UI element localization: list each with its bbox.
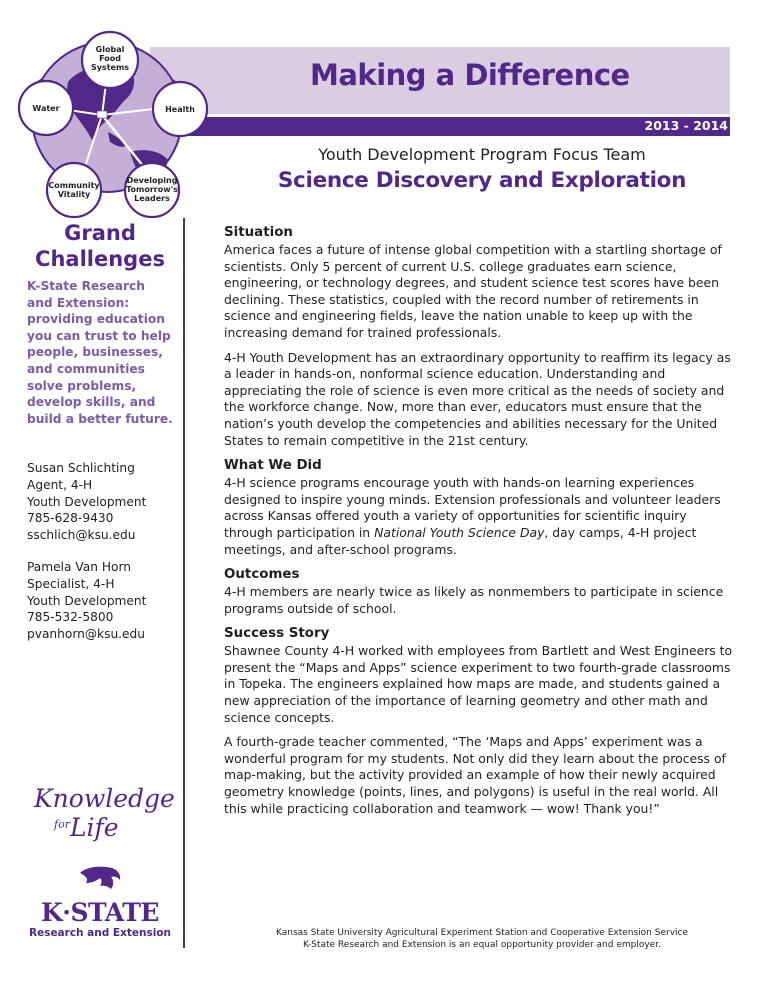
node-developing: Developing xyxy=(126,176,178,185)
contact-dept: Youth Development xyxy=(27,593,147,608)
section-paragraph: America faces a future of intense global competition with a startling shortage of scientists. Only 5 percent of current U.S. college graduates earn science, engineering, or technology degrees, and student science test scores have been declining. These statistics, coupled with the record number of retirements in science and engineering fields, leave the nation unable to keep up with the increasing demand for trained professionals. xyxy=(224,242,722,340)
section-paragraph: 4-H science programs encourage youth with hands-on learning experiences designed to inspire young minds. Extension professionals and volunteer leaders across Kansas offered youth a variety of opportunities for scientific inquiry through participation in National Youth Science Day, day camps, 4-H project meetings, and after-school programs. xyxy=(224,475,721,557)
section-heading: Outcomes xyxy=(224,567,300,583)
contact-card xyxy=(25,559,175,642)
contact-email[interactable]: sschlich@ksu.edu xyxy=(27,527,136,542)
contact-phone: 785-532-5800 xyxy=(27,610,114,625)
section-heading: What We Did xyxy=(224,458,322,474)
grand-challenges-heading: Grand Challenges xyxy=(35,221,165,271)
svg-text:Tomorrow's: Tomorrow's xyxy=(126,185,178,194)
svg-text:Vitality: Vitality xyxy=(57,190,91,199)
year-label: 2013 - 2014 xyxy=(644,118,728,133)
section-heading: Success Story xyxy=(224,626,330,642)
node-health: Health xyxy=(165,105,195,114)
main-content xyxy=(224,224,734,825)
program-title: Science Discovery and Exploration xyxy=(277,168,687,193)
node-global-food: Global xyxy=(95,45,125,54)
contact-dept: Youth Development xyxy=(27,494,147,509)
globe-icon xyxy=(10,12,210,222)
section-heading: Situation xyxy=(224,225,293,240)
section-situation xyxy=(224,224,734,449)
contact-card xyxy=(25,460,175,543)
svg-text:Food: Food xyxy=(99,54,121,63)
contact-role: Specialist, 4-H xyxy=(27,576,115,591)
svg-text:Leaders: Leaders xyxy=(134,194,170,203)
node-community: Community xyxy=(48,181,100,190)
page-title: Making a Difference xyxy=(310,58,630,92)
contact-name: Susan Schlichting xyxy=(27,461,135,476)
kstate-logo: K·STATE Research and Extension xyxy=(25,865,175,939)
section-paragraph: 4-H Youth Development has an extraordinary opportunity to reaffirm its legacy as a leader in hands-on, nonformal science education. Understanding and appreciating the role of science is even more critical as the needs of society and the workforce change. Now, more than ever, educators must ensure that the nation’s youth develop the competencies and abilities necessary for the United States to remain competitive in the 21st century. xyxy=(224,349,731,448)
section-paragraph: Shawnee County 4-H worked with employees from Bartlett and West Engineers to present the “Maps and Apps” science experiment to two fourth-grade classrooms in Topeka. The engineers explained how maps are made, and students gained a new appreciation of the importance of learning geometry and other math and science concepts. xyxy=(224,643,733,725)
sidebar xyxy=(25,220,175,642)
mission-statement: K-State Research and Extension: providing education you can trust to help people, businesses, and communities solve problems, develop skills, and build a better future. xyxy=(27,279,173,426)
section-what-we-did xyxy=(224,457,734,558)
focus-team-label: Youth Development Program Focus Team xyxy=(318,145,646,164)
knowledge-for-life-logo: Knowledge $^{for}$Life xyxy=(34,784,175,842)
contact-email[interactable]: pvanhorn@ksu.edu xyxy=(27,626,145,641)
svg-text:Systems: Systems xyxy=(90,63,130,72)
contact-name: Pamela Van Horn xyxy=(27,560,131,575)
footer: Kansas State University Agricultural Experiment Station and Cooperative Extension Service K-State Research and Extension is an equal opportunity provider and employer. xyxy=(275,928,689,950)
contact-role: Agent, 4-H xyxy=(27,477,93,492)
grand-challenges-graphic xyxy=(10,12,210,222)
contact-phone: 785-628-9430 xyxy=(27,511,114,526)
section-paragraph: A fourth-grade teacher commented, “The ‘Maps and Apps’ experiment was a wonderful program for my students. Not only did they learn about the process of map-making, but the activity provided an example of how their newly acquired geometry knowledge (points, lines, and polygons) is useful in the real world. All this while practicing collaboration and teamwork — wow! Thank you!” xyxy=(224,734,726,816)
section-paragraph: 4-H members are nearly twice as likely as nonmembers to participate in science programs outside of school. xyxy=(224,584,724,616)
node-water: Water xyxy=(32,104,60,113)
wildcat-icon xyxy=(78,865,122,893)
header-year-bar xyxy=(150,117,730,136)
section-outcomes xyxy=(224,566,734,617)
section-success-story xyxy=(224,625,734,817)
